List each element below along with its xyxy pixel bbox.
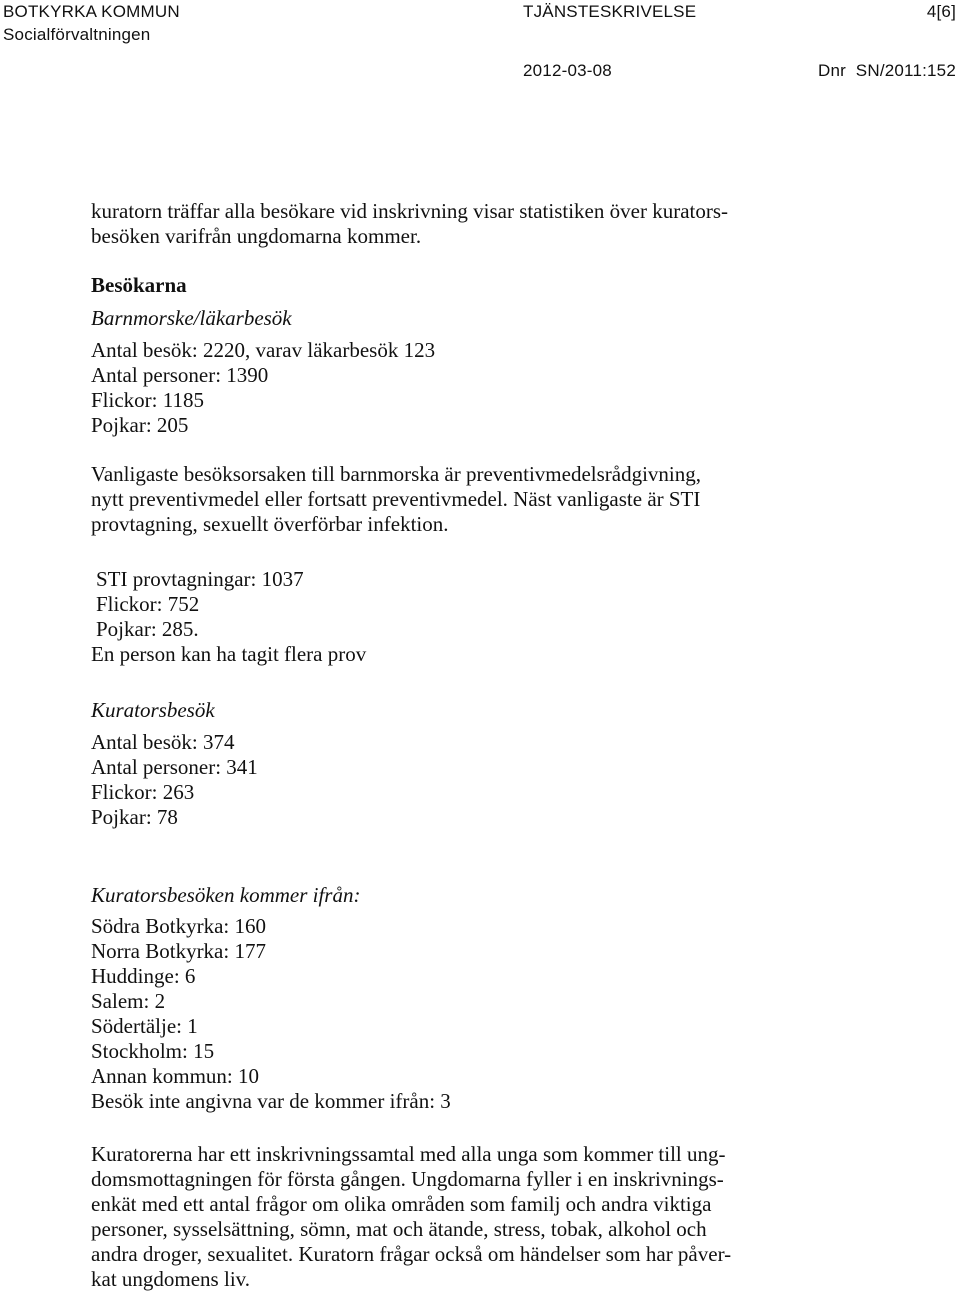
barnmorske-stats bbox=[91, 338, 831, 438]
closing-line: enkät med ett antal frågor om olika områden som familj och andra viktiga bbox=[91, 1192, 712, 1216]
subheading-barnmorske bbox=[91, 306, 831, 331]
origin-item: Annan kommun: 10 bbox=[91, 1064, 259, 1088]
subheading-text: Barnmorske/läkarbesök bbox=[91, 306, 292, 330]
stat-line: Antal personer: 341 bbox=[91, 755, 258, 779]
origin-item: Salem: 2 bbox=[91, 989, 166, 1013]
origin-item: Stockholm: 15 bbox=[91, 1039, 215, 1063]
closing-line: andra droger, sexualitet. Kuratorn frågar också om händelser som har påver- bbox=[91, 1242, 732, 1266]
sti-line: STI provtagningar: 1037 bbox=[96, 567, 304, 591]
closing-paragraph bbox=[91, 1142, 831, 1292]
closing-line: personer, sysselsättning, sömn, mat och ätande, stress, tobak, alkohol och bbox=[91, 1217, 707, 1241]
closing-line: domsmottagningen för första gången. Ungdomarna fyller i en inskrivnings- bbox=[91, 1167, 724, 1191]
reason-paragraph bbox=[91, 462, 831, 537]
header-page-number: 4[6] bbox=[926, 2, 956, 21]
stat-line: Antal besök: 374 bbox=[91, 730, 235, 754]
intro-line: besöken varifrån ungdomarna kommer. bbox=[91, 224, 422, 248]
origin-list bbox=[91, 914, 831, 1114]
origin-item: Norra Botkyrka: 177 bbox=[91, 939, 266, 963]
sti-line: Flickor: 752 bbox=[96, 592, 200, 616]
kurator-stats bbox=[91, 730, 831, 830]
stat-line: Pojkar: 78 bbox=[91, 805, 178, 829]
sti-note bbox=[91, 642, 831, 667]
stat-line: Flickor: 263 bbox=[91, 780, 195, 804]
intro-paragraph bbox=[91, 199, 831, 249]
stat-line: Flickor: 1185 bbox=[91, 388, 204, 412]
note-text: En person kan ha tagit flera prov bbox=[91, 642, 367, 666]
stat-line: Antal besök: 2220, varav läkarbesök 123 bbox=[91, 338, 436, 362]
header-date: 2012-03-08 bbox=[523, 61, 612, 80]
subheading-origin bbox=[91, 883, 831, 908]
header-doc-type: TJÄNSTESKRIVELSE bbox=[523, 2, 697, 21]
subheading-kurator bbox=[91, 698, 831, 723]
origin-item: Huddinge: 6 bbox=[91, 964, 196, 988]
section-heading-besokarna bbox=[91, 273, 831, 298]
subheading-text: Kuratorsbesök bbox=[91, 698, 215, 722]
header-department: Socialförvaltningen bbox=[3, 25, 151, 44]
header-dnr: Dnr SN/2011:152 bbox=[817, 61, 956, 80]
stat-line: Antal personer: 1390 bbox=[91, 363, 269, 387]
stat-line: Pojkar: 205 bbox=[91, 413, 189, 437]
reason-line: provtagning, sexuellt överförbar infektion. bbox=[91, 512, 449, 536]
subheading-text: Kuratorsbesöken kommer ifrån: bbox=[91, 883, 361, 907]
origin-item: Besök inte angivna var de kommer ifrån: 3 bbox=[91, 1089, 451, 1113]
heading-text: Besökarna bbox=[91, 273, 187, 297]
reason-line: Vanligaste besöksorsaken till barnmorska är preventivmedelsrådgivning, bbox=[91, 462, 702, 486]
sti-line: Pojkar: 285. bbox=[96, 617, 199, 641]
sti-stats bbox=[96, 567, 836, 642]
intro-line: kuratorn träffar alla besökare vid inskrivning visar statistiken över kurators- bbox=[91, 199, 729, 223]
closing-line: kat ungdomens liv. bbox=[91, 1267, 251, 1291]
reason-line: nytt preventivmedel eller fortsatt preventivmedel. Näst vanligaste är STI bbox=[91, 487, 701, 511]
origin-item: Södra Botkyrka: 160 bbox=[91, 914, 266, 938]
origin-item: Södertälje: 1 bbox=[91, 1014, 198, 1038]
header-org: BOTKYRKA KOMMUN bbox=[3, 2, 180, 21]
closing-line: Kuratorerna har ett inskrivningssamtal med alla unga som kommer till ung- bbox=[91, 1142, 726, 1166]
